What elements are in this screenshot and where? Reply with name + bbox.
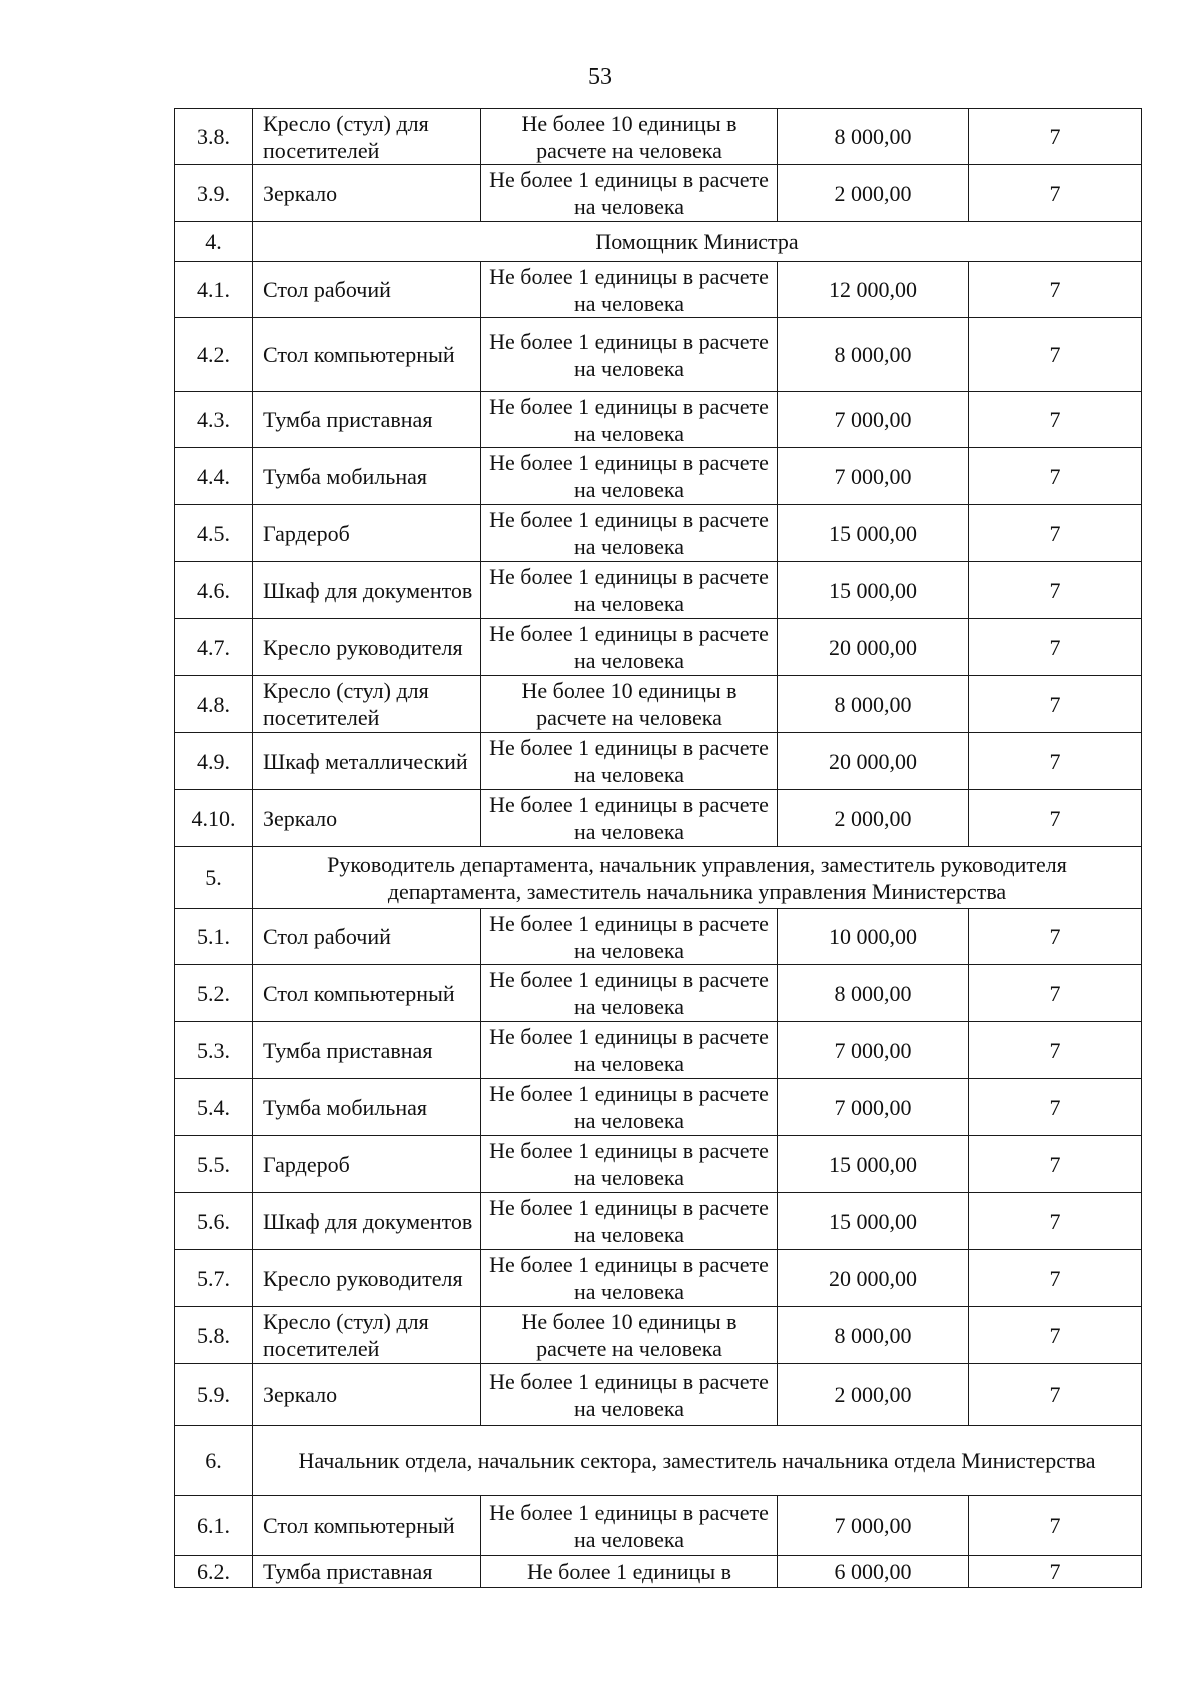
- item-term-cell: 7: [969, 1193, 1142, 1250]
- item-name-cell: Шкаф для документов: [253, 1193, 481, 1250]
- item-term-cell: 7: [969, 1307, 1142, 1364]
- item-quantity-cell: Не более 10 единицы в расчете на человека: [481, 109, 778, 165]
- item-quantity-cell: Не более 1 единицы в расчете на человека: [481, 1022, 778, 1079]
- item-price-cell: 2 000,00: [778, 790, 969, 847]
- item-price-cell: 2 000,00: [778, 1364, 969, 1426]
- table-row: [175, 1079, 1142, 1136]
- item-price-cell: 15 000,00: [778, 1136, 969, 1193]
- item-price-cell: 8 000,00: [778, 1307, 969, 1364]
- item-price-cell: 7 000,00: [778, 392, 969, 448]
- item-number-cell: 4.3.: [175, 392, 253, 448]
- item-number-cell: 4.10.: [175, 790, 253, 847]
- item-name-cell: Гардероб: [253, 1136, 481, 1193]
- item-quantity-cell: Не более 1 единицы в расчете на человека: [481, 392, 778, 448]
- item-term-cell: 7: [969, 505, 1142, 562]
- item-term-cell: 7: [969, 562, 1142, 619]
- item-term-cell: 7: [969, 676, 1142, 733]
- item-quantity-cell: Не более 1 единицы в расчете на человека: [481, 1193, 778, 1250]
- table-row: [175, 318, 1142, 392]
- item-price-cell: 7 000,00: [778, 1496, 969, 1556]
- item-number-cell: 5.2.: [175, 965, 253, 1022]
- item-price-cell: 10 000,00: [778, 909, 969, 965]
- item-quantity-cell: Не более 1 единицы в расчете на человека: [481, 1136, 778, 1193]
- item-number-cell: 3.9.: [175, 165, 253, 222]
- table-row: [175, 909, 1142, 965]
- item-quantity-cell: Не более 1 единицы в расчете на человека: [481, 1364, 778, 1426]
- item-price-cell: 20 000,00: [778, 1250, 969, 1307]
- item-quantity-cell: Не более 10 единицы в расчете на человека: [481, 676, 778, 733]
- item-number-cell: 6.1.: [175, 1496, 253, 1556]
- item-term-cell: 7: [969, 1136, 1142, 1193]
- item-quantity-cell: Не более 1 единицы в расчете на человека: [481, 165, 778, 222]
- item-quantity-cell: Не более 1 единицы в расчете на человека: [481, 909, 778, 965]
- item-name-cell: Зеркало: [253, 1364, 481, 1426]
- item-number-cell: 4.7.: [175, 619, 253, 676]
- item-term-cell: 7: [969, 909, 1142, 965]
- item-number-cell: 4.1.: [175, 262, 253, 318]
- item-price-cell: 20 000,00: [778, 619, 969, 676]
- table-row: [175, 790, 1142, 847]
- section-number-cell: 6.: [175, 1426, 253, 1496]
- item-quantity-cell: Не более 1 единицы в расчете на человека: [481, 790, 778, 847]
- table-row: [175, 1136, 1142, 1193]
- table-row: [175, 262, 1142, 318]
- item-name-cell: Зеркало: [253, 165, 481, 222]
- item-term-cell: 7: [969, 1022, 1142, 1079]
- item-term-cell: 7: [969, 262, 1142, 318]
- item-quantity-cell: Не более 10 единицы в расчете на человека: [481, 1307, 778, 1364]
- table-row: [175, 1496, 1142, 1556]
- table-row: [175, 165, 1142, 222]
- item-price-cell: 7 000,00: [778, 1079, 969, 1136]
- item-term-cell: 7: [969, 619, 1142, 676]
- furniture-norms-table: [174, 108, 1142, 1588]
- item-price-cell: 8 000,00: [778, 965, 969, 1022]
- page-number: 53: [588, 64, 612, 90]
- item-term-cell: 7: [969, 448, 1142, 505]
- item-number-cell: 5.8.: [175, 1307, 253, 1364]
- item-term-cell: 7: [969, 318, 1142, 392]
- item-number-cell: 5.6.: [175, 1193, 253, 1250]
- item-quantity-cell: Не более 1 единицы в расчете на человека: [481, 965, 778, 1022]
- item-number-cell: 4.2.: [175, 318, 253, 392]
- table-row: [175, 1250, 1142, 1307]
- section-title-cell: Руководитель департамента, начальник управления, заместитель руководителя департамента, заместитель начальника управления Министерства: [253, 847, 1142, 909]
- table-body: [175, 109, 1142, 1588]
- item-quantity-cell: Не более 1 единицы в расчете на человека: [481, 448, 778, 505]
- table-row: [175, 392, 1142, 448]
- table-row: [175, 676, 1142, 733]
- item-number-cell: 5.1.: [175, 909, 253, 965]
- item-price-cell: 8 000,00: [778, 676, 969, 733]
- item-number-cell: 6.2.: [175, 1556, 253, 1588]
- item-name-cell: Тумба мобильная: [253, 1079, 481, 1136]
- item-term-cell: 7: [969, 965, 1142, 1022]
- item-number-cell: 5.7.: [175, 1250, 253, 1307]
- item-number-cell: 5.4.: [175, 1079, 253, 1136]
- table-row: [175, 505, 1142, 562]
- item-price-cell: 7 000,00: [778, 448, 969, 505]
- section-title-cell: Помощник Министра: [253, 222, 1142, 262]
- item-name-cell: Гардероб: [253, 505, 481, 562]
- item-term-cell: 7: [969, 733, 1142, 790]
- item-price-cell: 20 000,00: [778, 733, 969, 790]
- item-term-cell: 7: [969, 109, 1142, 165]
- item-name-cell: Стол рабочий: [253, 262, 481, 318]
- table-row: [175, 1364, 1142, 1426]
- item-name-cell: Стол компьютерный: [253, 965, 481, 1022]
- item-name-cell: Кресло руководителя: [253, 619, 481, 676]
- item-number-cell: 4.6.: [175, 562, 253, 619]
- item-quantity-cell: Не более 1 единицы в расчете на человека: [481, 733, 778, 790]
- item-name-cell: Стол рабочий: [253, 909, 481, 965]
- table-row: [175, 109, 1142, 165]
- item-price-cell: 12 000,00: [778, 262, 969, 318]
- item-name-cell: Тумба мобильная: [253, 448, 481, 505]
- item-quantity-cell: Не более 1 единицы в расчете на человека: [481, 1250, 778, 1307]
- item-term-cell: 7: [969, 1496, 1142, 1556]
- item-term-cell: 7: [969, 1364, 1142, 1426]
- item-name-cell: Кресло (стул) для посетителей: [253, 1307, 481, 1364]
- section-row: [175, 222, 1142, 262]
- item-quantity-cell: Не более 1 единицы в: [481, 1556, 778, 1588]
- table-row: [175, 1307, 1142, 1364]
- item-term-cell: 7: [969, 1250, 1142, 1307]
- section-number-cell: 5.: [175, 847, 253, 909]
- table-row: [175, 1556, 1142, 1588]
- item-name-cell: Шкаф металлический: [253, 733, 481, 790]
- table-row: [175, 1022, 1142, 1079]
- table-row: [175, 733, 1142, 790]
- section-number-cell: 4.: [175, 222, 253, 262]
- table-row: [175, 1193, 1142, 1250]
- table-row: [175, 448, 1142, 505]
- item-price-cell: 15 000,00: [778, 562, 969, 619]
- item-number-cell: 4.9.: [175, 733, 253, 790]
- item-price-cell: 15 000,00: [778, 505, 969, 562]
- item-number-cell: 4.4.: [175, 448, 253, 505]
- item-price-cell: 6 000,00: [778, 1556, 969, 1588]
- section-row: [175, 847, 1142, 909]
- item-name-cell: Тумба приставная: [253, 392, 481, 448]
- item-number-cell: 5.3.: [175, 1022, 253, 1079]
- item-number-cell: 5.5.: [175, 1136, 253, 1193]
- item-term-cell: 7: [969, 1079, 1142, 1136]
- item-quantity-cell: Не более 1 единицы в расчете на человека: [481, 318, 778, 392]
- item-price-cell: 8 000,00: [778, 318, 969, 392]
- item-name-cell: Зеркало: [253, 790, 481, 847]
- item-name-cell: Шкаф для документов: [253, 562, 481, 619]
- item-number-cell: 4.5.: [175, 505, 253, 562]
- item-quantity-cell: Не более 1 единицы в расчете на человека: [481, 505, 778, 562]
- item-name-cell: Стол компьютерный: [253, 1496, 481, 1556]
- item-term-cell: 7: [969, 1556, 1142, 1588]
- item-price-cell: 7 000,00: [778, 1022, 969, 1079]
- item-price-cell: 15 000,00: [778, 1193, 969, 1250]
- item-quantity-cell: Не более 1 единицы в расчете на человека: [481, 619, 778, 676]
- item-number-cell: 3.8.: [175, 109, 253, 165]
- item-number-cell: 4.8.: [175, 676, 253, 733]
- item-name-cell: Тумба приставная: [253, 1022, 481, 1079]
- item-price-cell: 2 000,00: [778, 165, 969, 222]
- item-term-cell: 7: [969, 165, 1142, 222]
- section-row: [175, 1426, 1142, 1496]
- item-term-cell: 7: [969, 790, 1142, 847]
- item-quantity-cell: Не более 1 единицы в расчете на человека: [481, 1079, 778, 1136]
- item-number-cell: 5.9.: [175, 1364, 253, 1426]
- item-name-cell: Кресло (стул) для посетителей: [253, 676, 481, 733]
- item-quantity-cell: Не более 1 единицы в расчете на человека: [481, 562, 778, 619]
- table-row: [175, 562, 1142, 619]
- item-quantity-cell: Не более 1 единицы в расчете на человека: [481, 262, 778, 318]
- item-name-cell: Кресло (стул) для посетителей: [253, 109, 481, 165]
- table-row: [175, 965, 1142, 1022]
- item-name-cell: Тумба приставная: [253, 1556, 481, 1588]
- item-name-cell: Кресло руководителя: [253, 1250, 481, 1307]
- table-row: [175, 619, 1142, 676]
- item-quantity-cell: Не более 1 единицы в расчете на человека: [481, 1496, 778, 1556]
- item-name-cell: Стол компьютерный: [253, 318, 481, 392]
- item-price-cell: 8 000,00: [778, 109, 969, 165]
- item-term-cell: 7: [969, 392, 1142, 448]
- section-title-cell: Начальник отдела, начальник сектора, заместитель начальника отдела Министерства: [253, 1426, 1142, 1496]
